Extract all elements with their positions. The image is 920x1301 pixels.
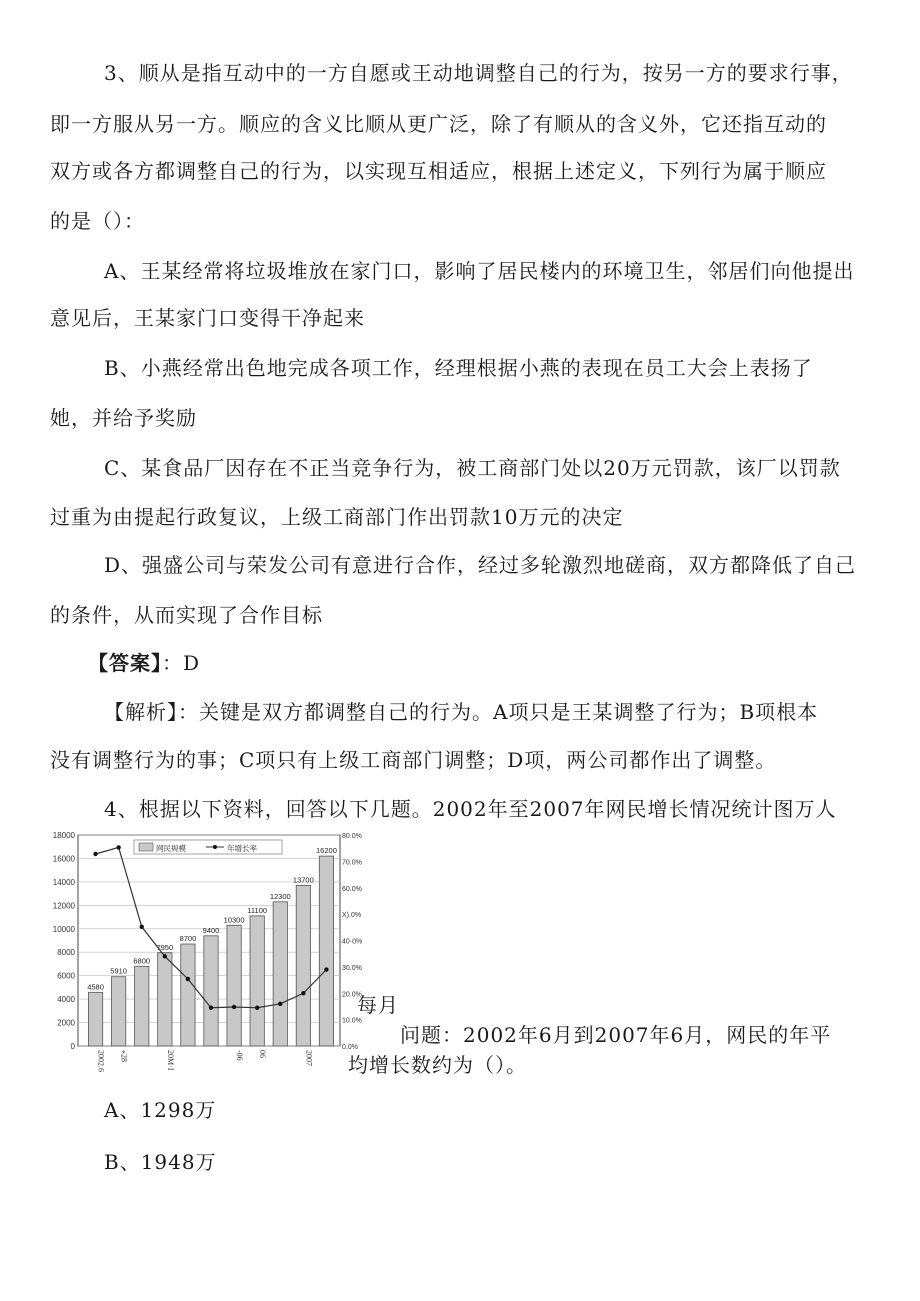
legend-label-bar: 网民规模 xyxy=(156,844,186,853)
left-tick-label: 10000 xyxy=(52,924,75,934)
q3-option-b: B、小燕经常出色地完成各项工作，经理根据小燕的表现在员工大会上表扬了 xyxy=(104,356,813,380)
q4-side-text: 每月 xyxy=(357,993,399,1017)
bar-value-label: 6800 xyxy=(133,956,151,966)
x-tick-label: 2007 xyxy=(304,1050,314,1066)
chart-legend xyxy=(134,840,282,854)
q3-option-a: A、王某经常将垃圾堆放在家门口，影响了居民楼内的环境卫生，邻居们向他提出 xyxy=(104,259,855,283)
bar-value-label: 11100 xyxy=(247,905,268,915)
q3-analysis: 【解析】：关键是双方都调整自己的行为。A项只是王某调整了行为；B项根本 xyxy=(104,700,819,724)
x-tick-label: 20M·I xyxy=(165,1050,175,1071)
left-tick-label: 4000 xyxy=(57,995,75,1005)
left-tick-label: 14000 xyxy=(52,877,75,887)
q3-line: 3、顺从是指互动中的一方自愿或王动地调整自己的行为，按另一方的要求行事， xyxy=(104,61,853,85)
q3-option-c: C、某食品厂因存在不正当竞争行为，被工商部门处以20万元罚款，该厂以罚款 xyxy=(104,456,841,480)
bar xyxy=(204,936,218,1046)
legend-swatch-point xyxy=(213,845,217,849)
bar-value-label: 16200 xyxy=(316,846,337,856)
q4-option-b: B、1948万 xyxy=(104,1150,217,1174)
growth-rate-point xyxy=(140,925,144,929)
growth-rate-point xyxy=(324,967,328,971)
bar xyxy=(135,966,149,1046)
bar xyxy=(88,992,102,1046)
x-tick-label: «28 xyxy=(119,1050,129,1062)
right-tick-label: 10.0% xyxy=(342,1017,362,1025)
left-tick-label: 18000 xyxy=(52,831,75,840)
growth-rate-point xyxy=(116,845,120,849)
growth-rate-point xyxy=(186,977,190,981)
q3-answer xyxy=(88,638,908,689)
legend-swatch-bar xyxy=(139,843,153,851)
bar-value-label: 10300 xyxy=(223,915,245,925)
growth-rate-point xyxy=(278,1002,282,1006)
left-tick-label: 2000 xyxy=(57,1018,75,1028)
q3-line: 即一方服从另一方。顺应的含义比顺从更广泛，除了有顺从的含义外，它还指互动的 xyxy=(50,112,827,136)
left-tick-label: 12000 xyxy=(52,901,75,911)
q3-option-d: D、强盛公司与荣发公司有意进行合作，经过多轮激烈地磋商，双方都降低了自己 xyxy=(104,553,857,577)
bar xyxy=(296,885,310,1046)
right-tick-label: 70.0% xyxy=(342,859,362,867)
right-tick-label: 20.0% xyxy=(342,991,362,999)
left-tick-label: 8000 xyxy=(57,948,75,958)
right-tick-label: 40·0% xyxy=(342,938,363,946)
left-tick-label: 6000 xyxy=(57,971,75,981)
growth-rate-point xyxy=(232,1005,236,1009)
growth-rate-point xyxy=(93,852,97,856)
growth-rate-point xyxy=(163,954,167,958)
q4-option-a: A、1298万 xyxy=(104,1098,217,1122)
q3-line: 的是（）： xyxy=(50,209,145,233)
x-tick-label: 06 xyxy=(258,1050,268,1058)
right-tick-label: 30.0% xyxy=(342,964,362,972)
right-tick-label: 80.0% xyxy=(342,833,362,840)
internet-users-chart xyxy=(44,828,384,1080)
q3-option-a-cont: 意见后，王某家门口变得干净起来 xyxy=(50,306,365,330)
bar-value-label: 12300 xyxy=(269,891,291,901)
answer-value: ：D xyxy=(162,651,201,675)
q4-intro: 4、根据以下资料，回答以下几题。2002年至2007年网民增长情况统计图万人 xyxy=(104,797,837,821)
answer-label: 【答案】 xyxy=(88,651,162,675)
bar-value-label: 9400 xyxy=(202,925,220,935)
right-tick-label: 0.0% xyxy=(342,1044,358,1051)
q3-option-b-cont: 她，并给予奖励 xyxy=(50,406,197,430)
bar-value-label: 8700 xyxy=(179,934,197,944)
q4-question-cont: 均增长数约为（）。 xyxy=(348,1053,527,1077)
q3-line: 双方或各方都调整自己的行为，以实现互相适应，根据上述定义，下列行为属于顺应 xyxy=(50,159,827,183)
bar xyxy=(250,916,264,1046)
growth-rate-point xyxy=(301,991,305,995)
right-tick-label: X).0% xyxy=(342,912,362,920)
growth-rate-point xyxy=(209,1006,213,1010)
q3-analysis-cont: 没有调整行为的事；C项只有上级工商部门调整；D项，两公司都作出了调整。 xyxy=(50,748,777,772)
left-tick-label: 16000 xyxy=(52,854,75,864)
x-tick-label: -06 xyxy=(235,1050,245,1061)
right-tick-label: 60.0% xyxy=(342,885,362,893)
bar xyxy=(319,856,333,1046)
q3-option-d-cont: 的条件，从而实现了合作目标 xyxy=(50,603,323,627)
bar xyxy=(273,902,287,1046)
bar-value-label: 13700 xyxy=(292,875,314,885)
bar-value-label: 4580 xyxy=(87,982,104,992)
bar-value-label: 5910 xyxy=(110,966,127,976)
growth-rate-point xyxy=(255,1006,259,1010)
q4-question: 问题：2002年6月到2007年6月，网民的年平 xyxy=(400,1023,832,1047)
bar xyxy=(227,925,241,1046)
bar-value-label: 7950 xyxy=(156,942,174,952)
x-tick-label: 2002.6 xyxy=(96,1050,106,1072)
q3-option-c-cont: 过重为由提起行政复议，上级工商部门作出罚款10万元的决定 xyxy=(50,505,624,529)
bar xyxy=(111,977,125,1046)
bar xyxy=(158,953,172,1046)
bar xyxy=(181,944,195,1046)
left-tick-label: 0 xyxy=(70,1042,75,1051)
legend-label-line: 年增长率 xyxy=(227,844,257,853)
